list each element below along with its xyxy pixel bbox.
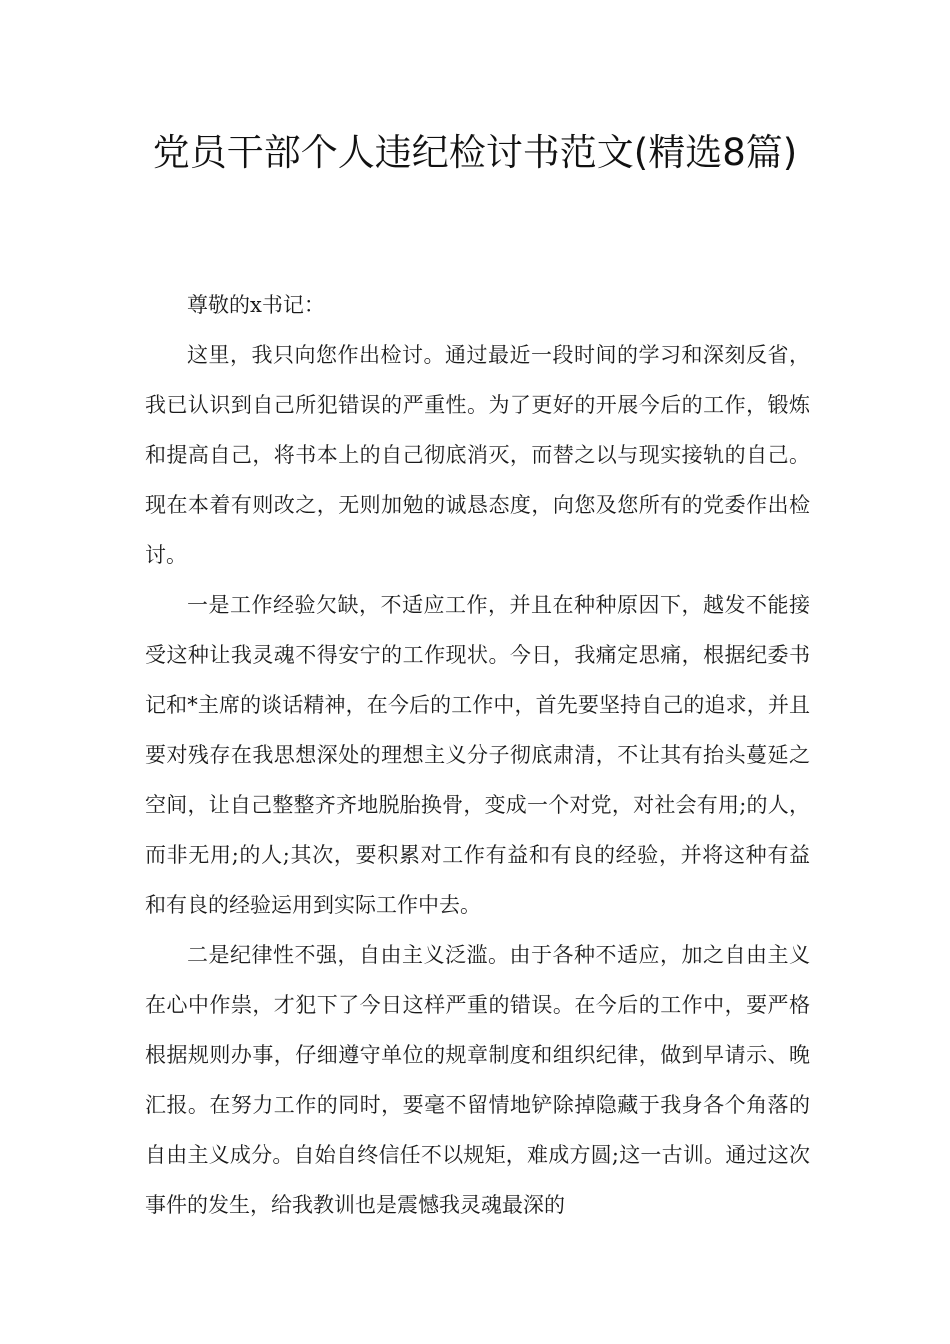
paragraph-first-point: 一是工作经验欠缺，不适应工作，并且在种种原因下，越发不能接受这种让我灵魂不得安宁的工作现状。今日，我痛定思痛，根据纪委书记和*主席的谈话精神，在今后的工作中，首先要坚持自己的追求，并且要对残存在我思想深处的理想主义分子彻底肃清，不让其有抬头蔓延之空间，让自己整整齐齐地脱胎换骨，变成一个对党，对社会有用;的人，而非无用;的人;其次，要积累对工作有益和有良的经验，并将这种有益和有良的经验运用到实际工作中去。 [145,593,810,917]
salutation: 尊敬的x书记： [187,293,325,317]
document-body [145,280,810,1230]
paragraph-intro: 这里，我只向您作出检讨。通过最近一段时间的学习和深刻反省，我已认识到自己所犯错误的严重性。为了更好的开展今后的工作，锻炼和提高自己，将书本上的自己彻底消灭，而替之以与现实接轨的自己。现在本着有则改之，无则加勉的诚恳态度，向您及您所有的党委作出检讨。 [145,343,810,567]
paragraph-second-point: 二是纪律性不强，自由主义泛滥。由于各种不适应，加之自由主义在心中作祟，才犯下了今日这样严重的错误。在今后的工作中，要严格根据规则办事，仔细遵守单位的规章制度和组织纪律，做到早请示、晚汇报。在努力工作的同时，要毫不留情地铲除掉隐藏于我身各个角落的自由主义成分。自始自终信任不以规矩，难成方圆;这一古训。通过这次事件的发生，给我教训也是震憾我灵魂最深的 [145,943,810,1217]
document-title: 党员干部个人违纪检讨书范文(精选8篇) [152,131,798,174]
